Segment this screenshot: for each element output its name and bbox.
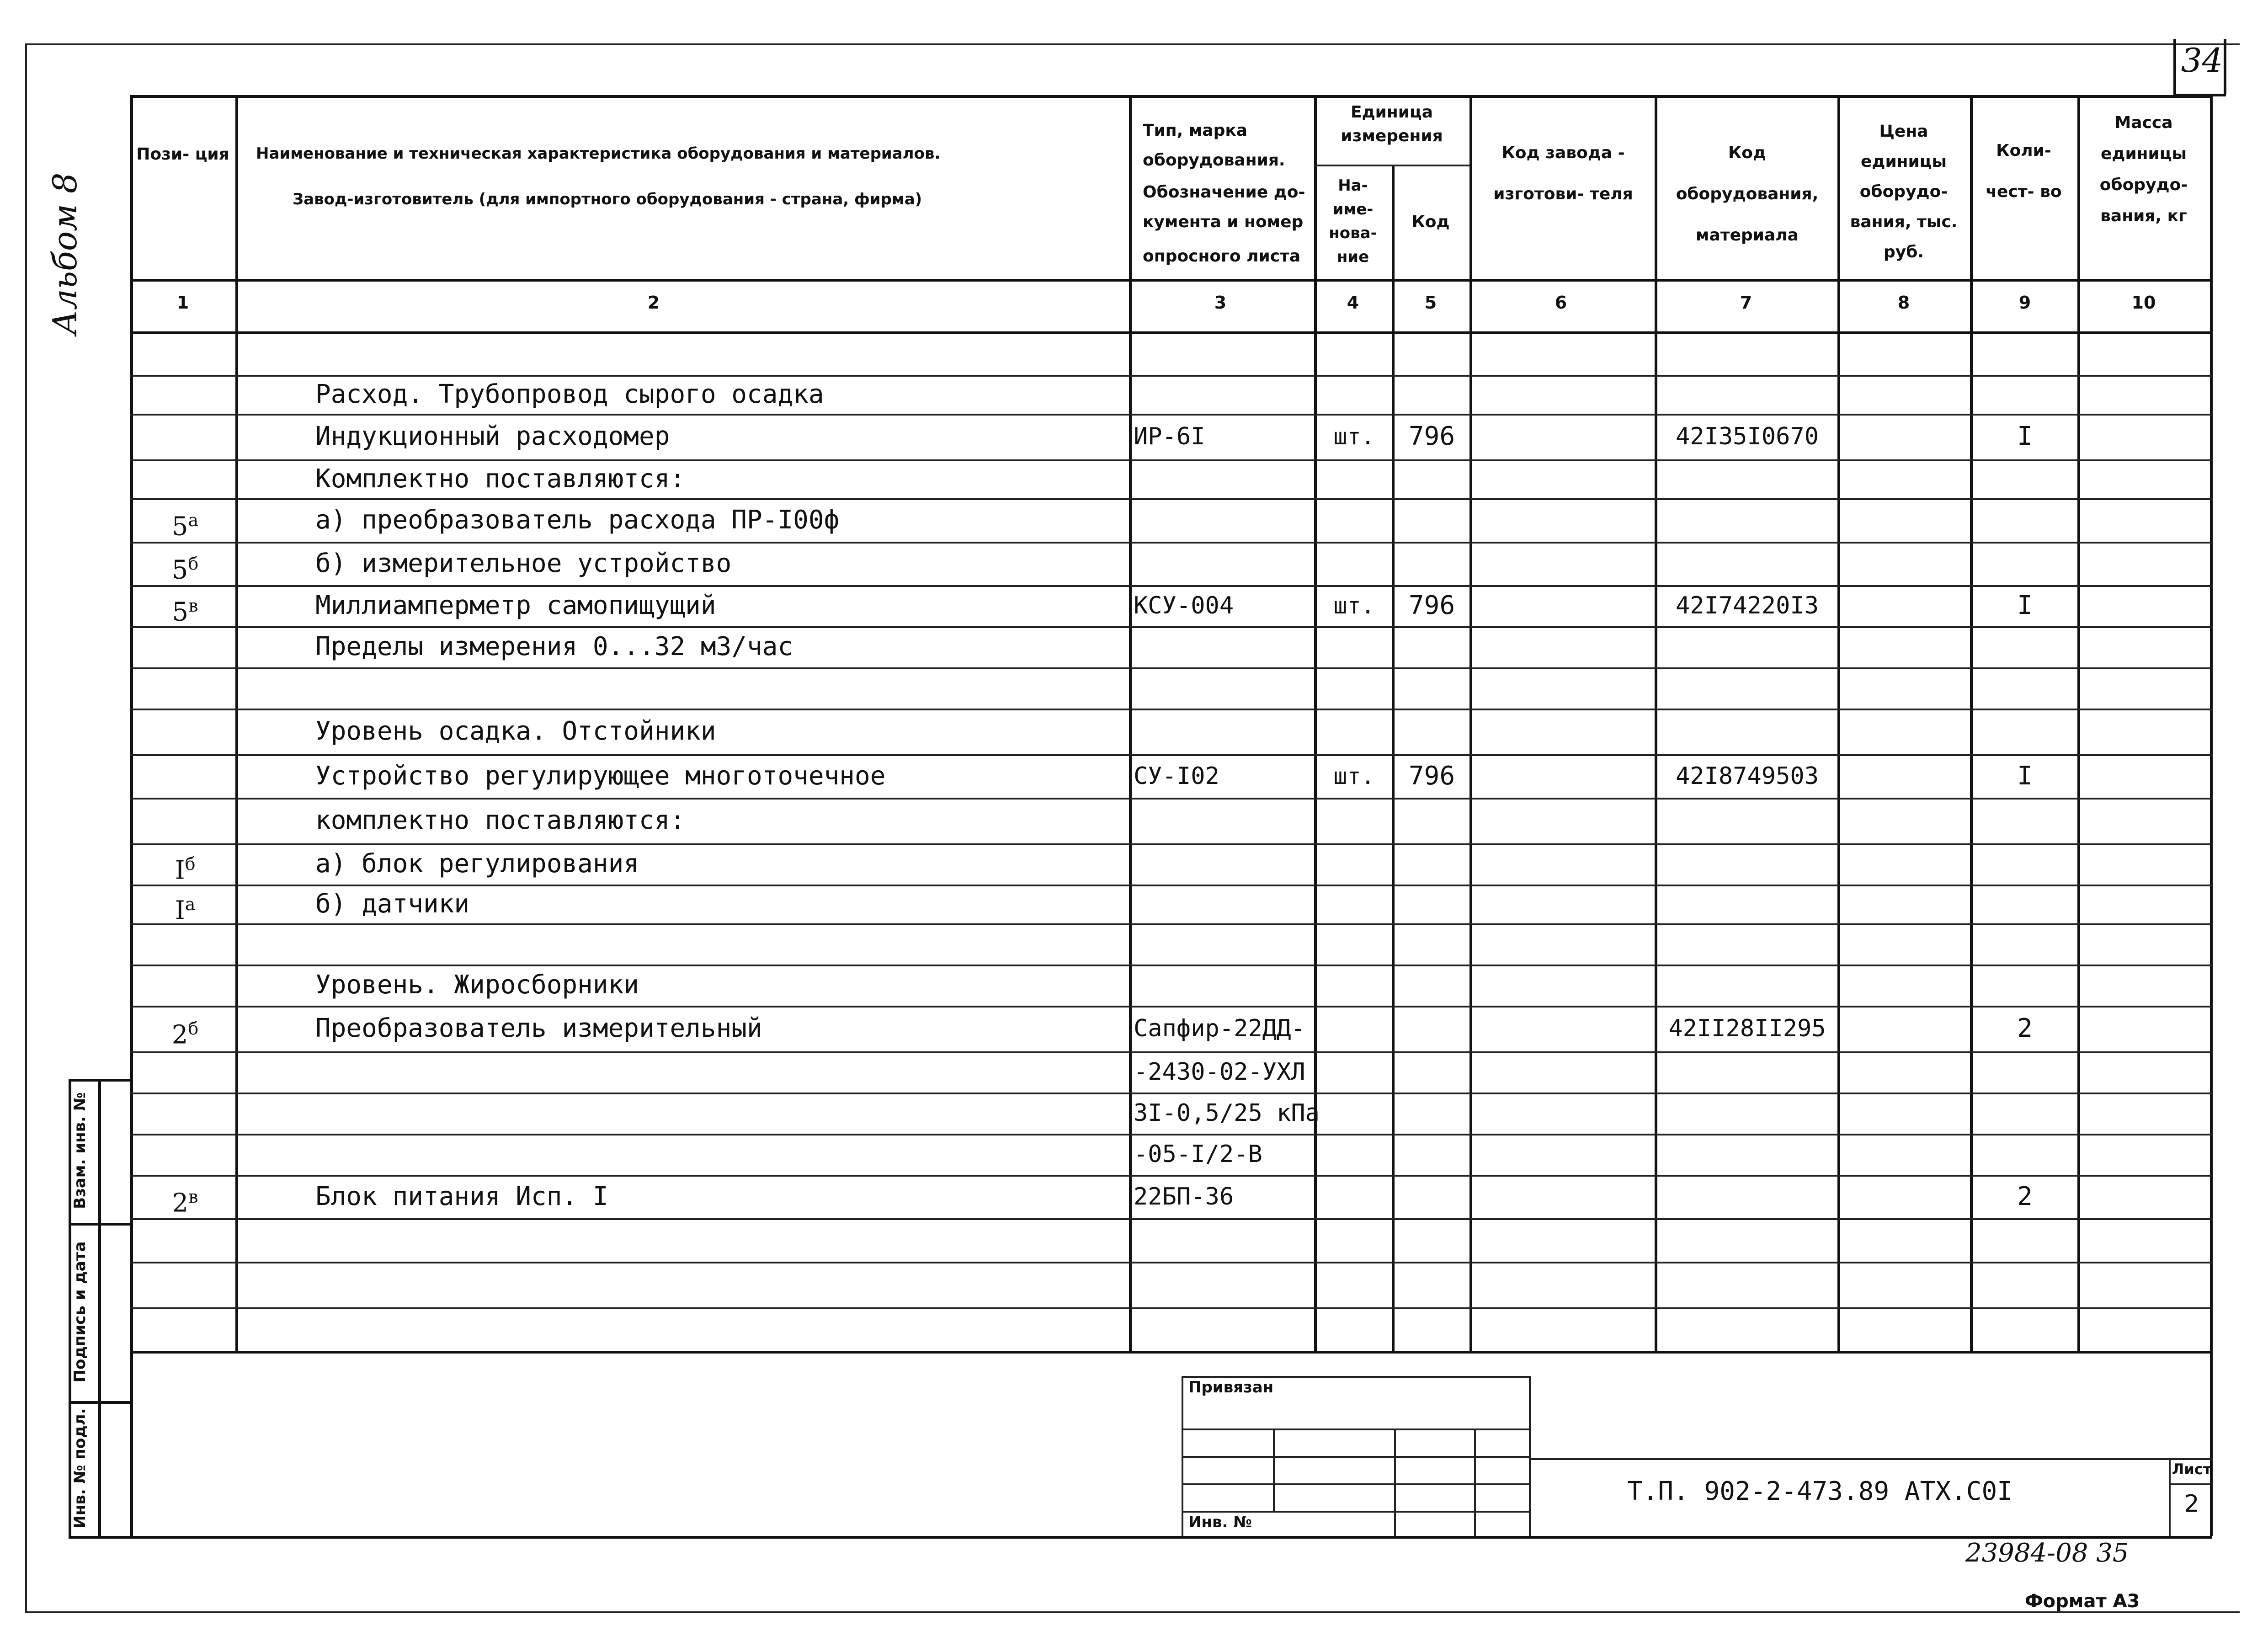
row-name: Миллиамперметр самопищущий xyxy=(315,591,716,620)
frame-bottom-border xyxy=(69,1536,2212,1539)
row-name: Преобразователь измерительный xyxy=(315,1013,762,1043)
unit-group-divider xyxy=(1314,165,1469,166)
row-unit-code: 796 xyxy=(1408,591,1455,620)
row-unit-code: 796 xyxy=(1408,421,1455,451)
col-line-1 xyxy=(235,95,238,1351)
row-position-number: 2 xyxy=(172,1188,189,1218)
header-unit-name: На- име- нова- ние xyxy=(1329,176,1377,266)
row-unit: шт. xyxy=(1333,423,1375,450)
album-label: Альбом 8 xyxy=(46,172,84,335)
header-equipment-code: Код оборудования, материала xyxy=(1676,144,1819,245)
row-position-number: 5 xyxy=(171,555,188,585)
row-position-number: I xyxy=(175,855,185,885)
col-line-6 xyxy=(1655,95,1657,1351)
table-row-line xyxy=(130,459,2212,461)
table-row-line xyxy=(130,843,2212,845)
sheet-number: 2 xyxy=(2184,1490,2199,1518)
stamp-inv-no: Инв. № xyxy=(1188,1513,1252,1531)
side-stamp-inv-original: Инв. № подл. xyxy=(71,1408,89,1529)
col-line-5 xyxy=(1469,95,1472,1351)
outer-frame-top xyxy=(25,43,2240,45)
row-name: комплектно поставляются: xyxy=(315,805,686,835)
row-position-number: I xyxy=(175,895,185,926)
stamp-right-border xyxy=(1529,1376,1531,1536)
colnum-4: 4 xyxy=(1347,293,1359,313)
row-type: 3I-0,5/25 кПа xyxy=(1134,1099,1320,1127)
row-position-suffix: в xyxy=(188,596,198,616)
row-position xyxy=(133,888,238,927)
row-unit: шт. xyxy=(1333,592,1375,619)
stamp-col-line-2 xyxy=(1394,1428,1396,1536)
row-name: Пределы измерения 0...32 м3/час xyxy=(315,632,793,661)
sheet-label: Лист xyxy=(2172,1460,2212,1478)
stamp-col-line-1 xyxy=(1273,1428,1275,1511)
outer-frame-bottom xyxy=(25,1611,2240,1613)
header-factory-code: Код завода - изготови- теля xyxy=(1493,144,1633,203)
header-unit-code: Код xyxy=(1411,213,1450,231)
sheet-box-left xyxy=(2169,1458,2171,1536)
page-number-box-left xyxy=(2173,39,2176,94)
table-row-line xyxy=(130,498,2212,500)
header-type-line1: Тип, марка xyxy=(1143,121,1248,140)
header-name-line1: Наименование и техническая характеристика оборудования и материалов. xyxy=(256,144,941,163)
row-quantity: I xyxy=(2017,421,2033,451)
table-row-line xyxy=(130,1051,2212,1053)
table-row-line xyxy=(130,923,2212,925)
row-quantity: I xyxy=(2017,761,2033,791)
row-position xyxy=(133,504,238,543)
header-price: Цена единицы оборудо- вания, тыс. руб. xyxy=(1850,122,1958,261)
row-name: Уровень осадка. Отстойники xyxy=(315,716,716,746)
side-stamp-top xyxy=(69,1079,130,1082)
row-type: СУ-I02 xyxy=(1134,762,1219,790)
col-line-2 xyxy=(1129,95,1132,1351)
side-stamp-signature-date: Подпись и дата xyxy=(71,1241,89,1383)
stamp-row-line-4 xyxy=(1182,1511,1529,1513)
header-type-line3: Обозначение до- xyxy=(1143,183,1305,202)
row-unit: шт. xyxy=(1333,763,1375,789)
table-row-line xyxy=(130,542,2212,544)
colnum-10: 10 xyxy=(2131,293,2156,313)
row-position-number: 5 xyxy=(171,512,188,542)
stamp-row-line-3 xyxy=(1182,1483,1529,1485)
header-type-line2: оборудования. xyxy=(1143,151,1285,170)
row-position-suffix: в xyxy=(188,1187,198,1207)
row-name: а) блок регулирования xyxy=(315,849,639,879)
col-line-3 xyxy=(1314,95,1317,1351)
table-row-line xyxy=(130,965,2212,966)
row-type: -2430-02-УХЛ xyxy=(1134,1058,1305,1086)
row-quantity: I xyxy=(2017,591,2033,620)
row-name: Индукционный расходомер xyxy=(315,421,670,451)
side-stamp-divider xyxy=(98,1079,101,1536)
col-line-4 xyxy=(1392,165,1395,1351)
table-row-line xyxy=(130,414,2212,416)
header-type-line4: кумента и номер xyxy=(1143,213,1304,231)
header-bottom-border xyxy=(130,279,2212,282)
stamp-top-border xyxy=(1182,1376,1529,1378)
table-row-line xyxy=(130,754,2212,756)
colnum-3: 3 xyxy=(1214,293,1227,313)
col-line-7 xyxy=(1837,95,1840,1351)
col-line-9 xyxy=(2077,95,2080,1351)
table-row-line xyxy=(130,1307,2212,1309)
row-name: Уровень. Жиросборники xyxy=(315,970,639,1000)
colnum-7: 7 xyxy=(1740,293,1752,313)
col-line-10 xyxy=(2210,95,2213,1536)
sheet-box-divider xyxy=(2169,1483,2212,1485)
header-mass: Масса единицы оборудо- вания, кг xyxy=(2099,113,2188,225)
colnum-9: 9 xyxy=(2018,293,2031,313)
table-row-line xyxy=(130,585,2212,587)
table-row-line xyxy=(130,1006,2212,1007)
colnum-bottom-border xyxy=(130,331,2212,334)
table-bottom-border xyxy=(130,1351,2212,1354)
page-number-box-right xyxy=(2224,39,2226,94)
row-equipment-code: 42I74220I3 xyxy=(1675,592,1819,619)
row-equipment-code: 42I35I0670 xyxy=(1675,423,1819,450)
row-name: Комплектно поставляются: xyxy=(315,464,686,494)
table-row-line xyxy=(130,709,2212,710)
col-line-0 xyxy=(130,95,133,1536)
colnum-8: 8 xyxy=(1897,293,1910,313)
row-name: а) преобразователь расхода ПР-I00ф xyxy=(315,505,840,535)
row-position-suffix: а xyxy=(185,894,196,914)
colnum-5: 5 xyxy=(1424,293,1437,313)
row-type: КСУ-004 xyxy=(1134,592,1234,619)
row-position-suffix: а xyxy=(188,510,199,530)
header-position: Пози- ция xyxy=(136,145,229,164)
row-position xyxy=(133,848,238,887)
table-row-line xyxy=(130,667,2212,669)
row-name: б) датчики xyxy=(315,889,470,919)
table-top-border xyxy=(130,95,2212,98)
row-position xyxy=(133,590,238,629)
row-name: Устройство регулирующее многоточечное xyxy=(315,761,886,791)
table-row-line xyxy=(130,885,2212,886)
row-quantity: 2 xyxy=(2017,1013,2033,1043)
row-equipment-code: 42II28II295 xyxy=(1668,1015,1826,1042)
colnum-2: 2 xyxy=(647,293,660,313)
format-label: Формат А3 xyxy=(2025,1591,2140,1612)
row-position-suffix: б xyxy=(188,1018,199,1039)
row-position-suffix: б xyxy=(188,554,199,574)
row-type: -05-I/2-В xyxy=(1134,1141,1262,1168)
row-position-number: 5 xyxy=(172,597,189,627)
row-position xyxy=(133,1013,238,1051)
colnum-6: 6 xyxy=(1555,293,1567,313)
stamp-row-line-2 xyxy=(1182,1456,1529,1458)
col-line-8 xyxy=(1970,95,1973,1351)
side-stamp-replaced-inv: Взам. инв. № xyxy=(71,1092,89,1209)
header-name-line2: Завод-изготовитель (для импортного оборудования - страна, фирма) xyxy=(293,190,922,208)
table-row-line xyxy=(130,1093,2212,1094)
row-type: ИР-6I xyxy=(1134,423,1205,450)
doc-code: Т.П. 902-2-473.89 АТХ.С0I xyxy=(1627,1476,2012,1506)
row-position xyxy=(133,548,238,586)
header-unit-group: Единица измерения xyxy=(1341,103,1443,145)
archive-number: 23984-08 35 xyxy=(1965,1538,2129,1568)
row-quantity: 2 xyxy=(2017,1182,2033,1211)
row-name: Блок питания Исп. I xyxy=(315,1182,608,1211)
row-name: Расход. Трубопровод сырого осадка xyxy=(315,379,824,409)
title-block-top xyxy=(1529,1458,2212,1460)
row-position-suffix: б xyxy=(185,854,196,874)
table-row-line xyxy=(130,626,2212,628)
stamp-row-line-1 xyxy=(1182,1428,1529,1430)
stamp-privyazan: Привязан xyxy=(1188,1378,1274,1396)
row-equipment-code: 42I8749503 xyxy=(1675,762,1819,790)
table-row-line xyxy=(130,1262,2212,1263)
table-row-line xyxy=(130,798,2212,800)
page-number: 34 xyxy=(2181,41,2223,80)
row-position-number: 2 xyxy=(171,1020,188,1050)
stamp-col-line-3 xyxy=(1474,1428,1476,1536)
outer-frame-left xyxy=(25,43,27,1611)
row-unit-code: 796 xyxy=(1408,761,1455,791)
header-quantity: Коли- чест- во xyxy=(1986,141,2062,201)
row-type: 22БП-36 xyxy=(1134,1183,1234,1210)
table-row-line xyxy=(130,1175,2212,1177)
table-row-line xyxy=(130,1218,2212,1220)
table-row-line xyxy=(130,1134,2212,1135)
row-name: б) измерительное устройство xyxy=(315,549,732,578)
row-position xyxy=(133,1181,238,1220)
row-type: Сапфир-22ДД- xyxy=(1134,1015,1305,1042)
colnum-1: 1 xyxy=(176,293,189,313)
table-row-line xyxy=(130,375,2212,377)
header-type-line5: опросного листа xyxy=(1143,247,1301,266)
